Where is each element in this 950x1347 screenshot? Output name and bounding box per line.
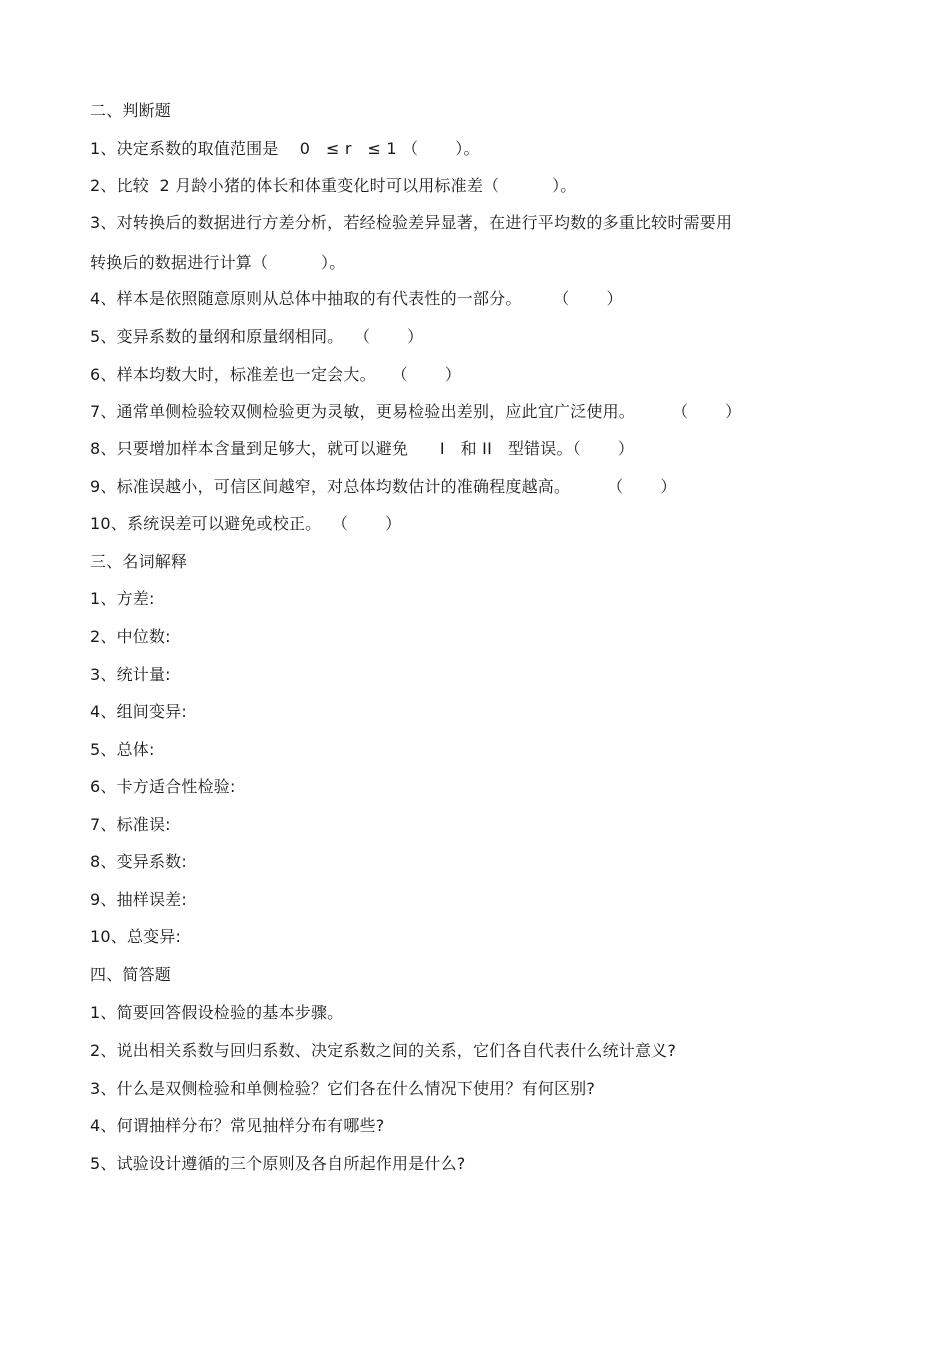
section-heading-short-answer: 四、简答题	[90, 965, 172, 984]
term-item: 7、标准误:	[90, 815, 171, 834]
short-answer-item: 2、说出相关系数与回归系数、决定系数之间的关系，它们各自代表什么统计意义?	[90, 1041, 677, 1060]
judgement-item: 7、通常单侧检验较双侧检验更为灵敏，更易检验出差别，应此宜广泛使用。 （ ）	[90, 402, 742, 421]
short-answer-item: 4、何谓抽样分布？常见抽样分布有哪些?	[90, 1116, 385, 1135]
judgement-item: 9、标准误越小，可信区间越窄，对总体均数估计的准确程度越高。 （ ）	[90, 477, 677, 496]
judgement-item-continued: 转换后的数据进行计算（ ）。	[90, 253, 346, 272]
term-item: 2、中位数:	[90, 627, 171, 646]
section-heading-terms: 三、名词解释	[90, 552, 188, 571]
judgement-item: 4、样本是依照随意原则从总体中抽取的有代表性的一部分。 （ ）	[90, 289, 623, 308]
term-item: 9、抽样误差:	[90, 890, 187, 909]
judgement-item: 1、决定系数的取值范围是 0 ≤ r ≤ 1 （ ）。	[90, 139, 480, 158]
judgement-item: 10、系统误差可以避免或校正。 （ ）	[90, 514, 402, 533]
term-item: 5、总体:	[90, 740, 155, 759]
term-item: 1、方差:	[90, 589, 155, 608]
term-item: 3、统计量:	[90, 665, 171, 684]
section-heading-judgement: 二、判断题	[90, 101, 172, 120]
term-item: 10、总变异:	[90, 927, 182, 946]
judgement-item: 2、比较 2 月龄小猪的体长和体重变化时可以用标准差（ ）。	[90, 176, 577, 195]
short-answer-item: 1、简要回答假设检验的基本步骤。	[90, 1003, 344, 1022]
judgement-item: 6、样本均数大时，标准差也一定会大。 （ ）	[90, 365, 462, 384]
term-item: 4、组间变异:	[90, 702, 187, 721]
term-item: 6、卡方适合性检验:	[90, 777, 236, 796]
term-item: 8、变异系数:	[90, 852, 187, 871]
short-answer-item: 5、试验设计遵循的三个原则及各自所起作用是什么?	[90, 1154, 466, 1173]
judgement-item: 3、对转换后的数据进行方差分析，若经检验差异显著，在进行平均数的多重比较时需要用	[90, 213, 733, 232]
judgement-item: 8、只要增加样本含量到足够大，就可以避免 I 和 II 型错误。（ ）	[90, 439, 635, 458]
short-answer-item: 3、什么是双侧检验和单侧检验？它们各在什么情况下使用？有何区别?	[90, 1079, 596, 1098]
judgement-item: 5、变异系数的量纲和原量纲相同。 （ ）	[90, 327, 424, 346]
